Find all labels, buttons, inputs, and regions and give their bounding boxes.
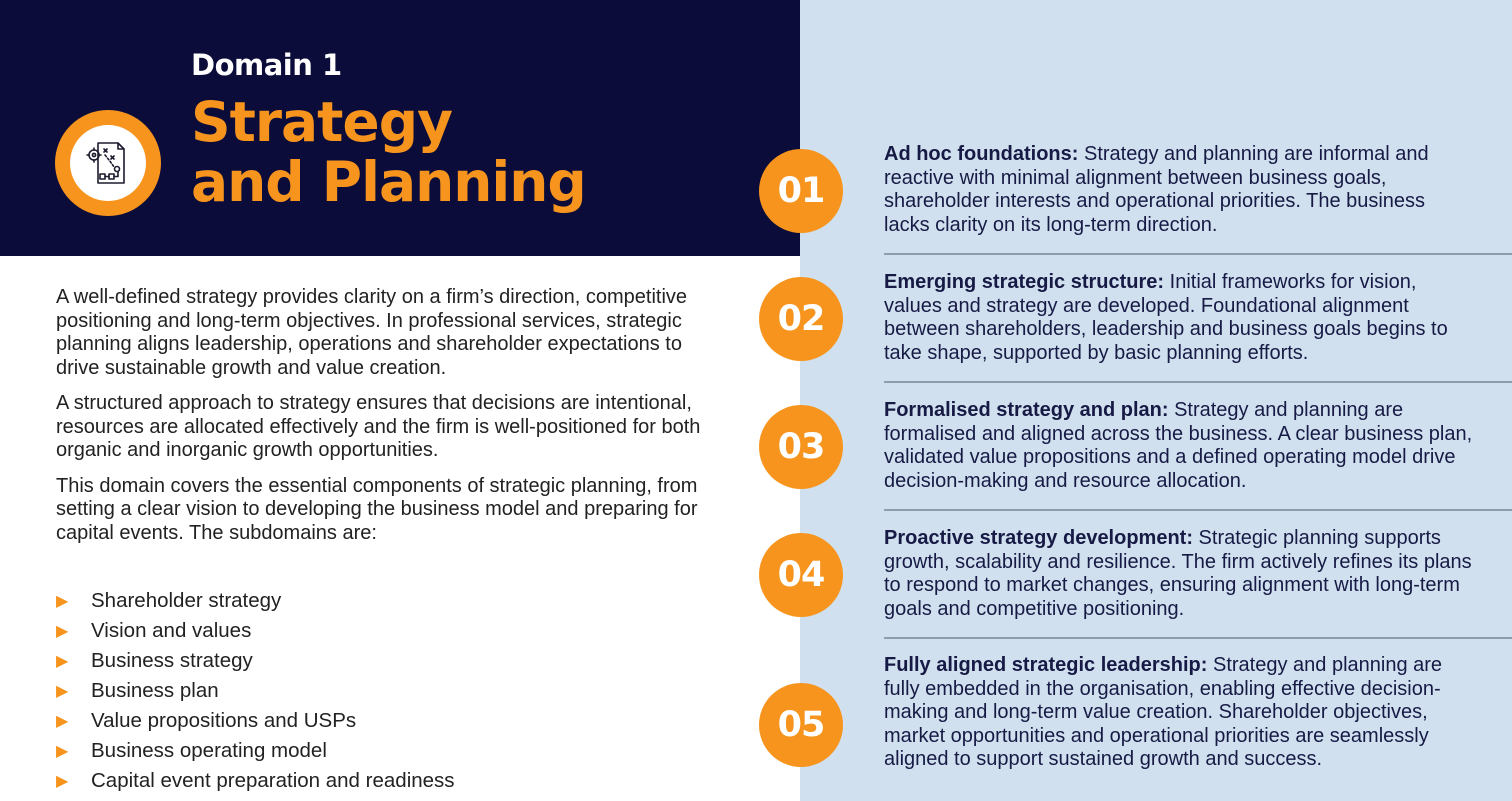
subdomain-label: Business strategy	[91, 649, 253, 672]
level-badge-03: 03	[759, 405, 843, 489]
subdomain-list	[56, 586, 455, 796]
intro-paragraph: This domain covers the essential components of strategic planning, from setting a clear vision to developing the business model and preparing for capital events. The subdomains are:	[56, 474, 698, 544]
list-item	[56, 646, 455, 676]
level-text: Strategy and planning are fully embedded in the organisation, enabling effective decision-making and long-term value creation. Shareholder objectives, market opportunities and operational priorities are seamlessly aligned to support sustained growth and success.	[884, 654, 1443, 770]
list-item	[56, 676, 455, 706]
level-title: Formalised strategy and plan:	[884, 399, 1169, 421]
level-badge-05: 05	[759, 683, 843, 767]
header-banner	[0, 0, 800, 256]
level-badge-02: 02	[759, 277, 843, 361]
arrow-bullet-icon: ▶	[56, 683, 69, 700]
level-description-05	[884, 654, 1474, 772]
arrow-bullet-icon: ▶	[56, 743, 69, 760]
list-item	[56, 706, 455, 736]
list-item	[56, 736, 455, 766]
list-item	[56, 586, 455, 616]
list-item	[56, 766, 455, 796]
arrow-bullet-icon: ▶	[56, 653, 69, 670]
arrow-bullet-icon: ▶	[56, 713, 69, 730]
level-title: Emerging strategic structure:	[884, 271, 1165, 293]
level-divider	[884, 253, 1512, 255]
level-description-04	[884, 527, 1474, 621]
title-line-2: and Planning	[191, 150, 586, 214]
subdomain-label: Value propositions and USPs	[91, 709, 357, 732]
level-divider	[884, 509, 1512, 511]
level-text: Strategy and planning are informal and reactive with minimal alignment between business goals, shareholder interests and operational priorities. The business lacks clarity on its long-term direction.	[884, 143, 1429, 236]
level-text: Initial frameworks for vision, values and strategy are developed. Foundational alignment between shareholders, leadership and business goals begins to take shape, supported by basic planning efforts.	[884, 271, 1448, 364]
level-badge-01: 01	[759, 149, 843, 233]
level-title: Fully aligned strategic leadership:	[884, 654, 1208, 676]
level-title: Ad hoc foundations:	[884, 143, 1079, 165]
intro-text	[56, 286, 706, 557]
subdomain-label: Shareholder strategy	[91, 589, 282, 612]
strategy-plan-icon	[55, 110, 161, 216]
level-description-01	[884, 143, 1474, 237]
level-badge-04: 04	[759, 533, 843, 617]
subdomain-label: Business operating model	[91, 739, 327, 762]
subdomain-label: Vision and values	[91, 619, 252, 642]
subdomain-label: Business plan	[91, 679, 219, 702]
subdomain-label: Capital event preparation and readiness	[91, 769, 455, 792]
arrow-bullet-icon: ▶	[56, 593, 69, 610]
domain-label: Domain 1	[191, 48, 342, 82]
level-text: Strategic planning supports growth, scalability and resilience. The firm actively refines its plans to respond to market changes, ensuring alignment with long-term goals and competitive positioning.	[884, 527, 1472, 620]
intro-paragraph: A well-defined strategy provides clarity on a firm’s direction, competitive positioning and long-term objectives. In professional services, strategic planning aligns leadership, operations and shareholder expectations to drive sustainable growth and value creation.	[56, 286, 688, 379]
level-divider	[884, 381, 1512, 383]
list-item	[56, 616, 455, 646]
level-description-03	[884, 399, 1474, 493]
title-line-1: Strategy	[191, 90, 452, 154]
arrow-bullet-icon: ▶	[56, 773, 69, 790]
intro-paragraph: A structured approach to strategy ensures that decisions are intentional, resources are allocated effectively and the firm is well-positioned for both organic and inorganic growth opportunities.	[56, 392, 701, 461]
page-title	[191, 92, 586, 212]
arrow-bullet-icon: ▶	[56, 623, 69, 640]
level-description-02	[884, 271, 1474, 365]
level-text: Strategy and planning are formalised and aligned across the business. A clear business plan, validated value propositions and a defined operating model drive decision-making and resource allocation.	[884, 399, 1473, 492]
level-divider	[884, 637, 1512, 639]
level-title: Proactive strategy development:	[884, 527, 1193, 549]
